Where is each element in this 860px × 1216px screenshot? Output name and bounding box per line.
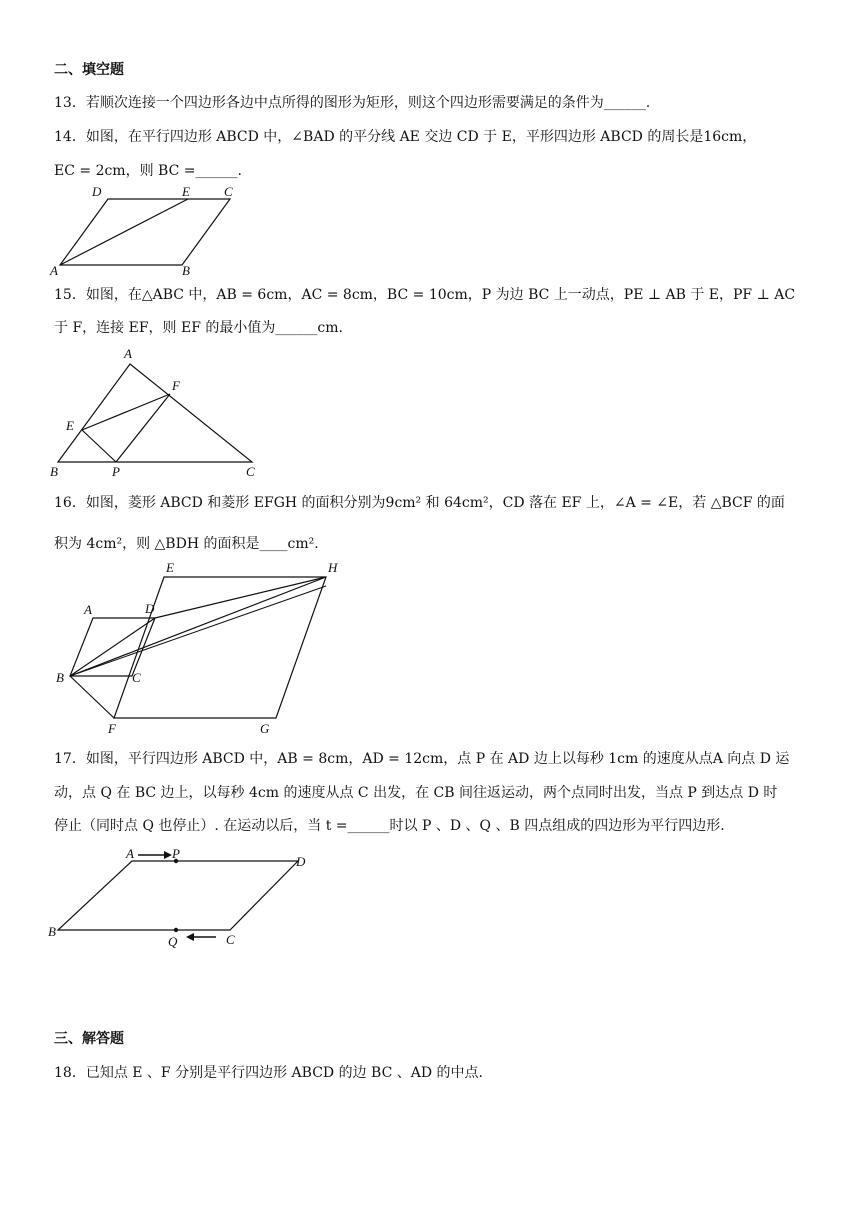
segment-bh xyxy=(70,577,326,676)
question-17-line-1: 17．如图，平行四边形 ABCD 中，AB = 8cm，AD = 12cm，点 P 在 AD 边上以每秒 1cm 的速度从点A 向点 D 运 xyxy=(54,751,790,767)
rhombus-efgh xyxy=(114,577,326,718)
label-c: C xyxy=(226,932,235,947)
label-a: A xyxy=(124,346,132,361)
question-15-line-1: 15．如图，在△ABC 中，AB = 6cm，AC = 8cm，BC = 10cm，P 为边 BC 上一动点，PE ⊥ AB 于 E，PF ⊥ AC xyxy=(54,287,796,303)
question-16-line-2: 积为 4cm²，则 △BDH 的面积是____cm². xyxy=(54,536,319,552)
label-q: Q xyxy=(168,934,178,949)
figure-q16-rhombi xyxy=(50,558,340,738)
question-14-line-2: EC = 2cm，则 BC =______. xyxy=(54,163,242,179)
question-13-text: 13．若顺次连接一个四边形各边中点所得的图形为矩形，则这个四边形需要满足的条件为______. xyxy=(54,95,651,111)
label-a: A xyxy=(50,263,58,278)
label-c: C xyxy=(246,464,255,479)
label-e: E xyxy=(166,560,174,575)
label-f: F xyxy=(172,378,180,393)
label-a: A xyxy=(84,602,92,617)
segment-bd xyxy=(70,618,155,676)
parallelogram-abcd xyxy=(58,861,298,930)
label-g: G xyxy=(260,721,270,736)
label-p: P xyxy=(112,464,120,479)
section-heading-answer: 三、解答题 xyxy=(54,1031,124,1047)
figure-q17-parallelogram xyxy=(48,840,328,950)
label-e: E xyxy=(182,184,190,199)
label-a: A xyxy=(126,846,134,861)
question-18-text: 18．已知点 E 、F 分别是平行四边形 ABCD 的边 BC 、AD 的中点. xyxy=(54,1065,483,1081)
segment-b-h-shade xyxy=(70,586,326,676)
label-c: C xyxy=(224,184,233,199)
figure-q14-parallelogram xyxy=(48,183,248,278)
label-h: H xyxy=(328,560,338,575)
section-heading-fill-in: 二、填空题 xyxy=(54,62,124,78)
segment-pf xyxy=(116,394,170,462)
arrow-right-icon xyxy=(164,851,172,859)
label-p: P xyxy=(172,846,180,861)
question-17-line-2: 动，点 Q 在 BC 边上，以每秒 4cm 的速度从点 C 出发，在 CB 间往返运动，两个点同时出发，当点 P 到达点 D 时 xyxy=(54,785,778,801)
segment-bf xyxy=(70,676,114,718)
label-c: C xyxy=(132,670,141,685)
bisector-ae xyxy=(60,199,188,265)
question-15-line-2: 于 F，连接 EF，则 EF 的最小值为______cm. xyxy=(54,320,343,336)
question-16-line-1: 16．如图，菱形 ABCD 和菱形 EFGH 的面积分别为9cm² 和 64cm²，CD 落在 EF 上，∠A = ∠E，若 △BCF 的面 xyxy=(54,495,785,511)
segment-pe xyxy=(82,430,116,462)
label-b: B xyxy=(50,464,58,479)
arrow-left-icon xyxy=(186,933,194,941)
question-14-line-1: 14．如图，在平行四边形 ABCD 中，∠BAD 的平分线 AE 交边 CD 于 E，平形四边形 ABCD 的周长是16cm， xyxy=(54,129,757,145)
segment-dh xyxy=(155,577,326,618)
label-b: B xyxy=(48,924,56,939)
label-b: B xyxy=(182,263,190,278)
label-d: D xyxy=(92,184,102,199)
figure-q15-triangle xyxy=(48,342,268,482)
label-b: B xyxy=(56,670,64,685)
label-d: D xyxy=(145,601,155,616)
point-q-dot xyxy=(174,928,178,932)
label-d: D xyxy=(296,854,306,869)
question-17-line-3: 停止（同时点 Q 也停止）. 在运动以后，当 t =______时以 P 、D 、Q 、B 四点组成的四边形为平行四边形. xyxy=(54,818,725,834)
parallelogram-abcd xyxy=(60,199,230,265)
label-e: E xyxy=(66,418,74,433)
label-f: F xyxy=(108,721,116,736)
